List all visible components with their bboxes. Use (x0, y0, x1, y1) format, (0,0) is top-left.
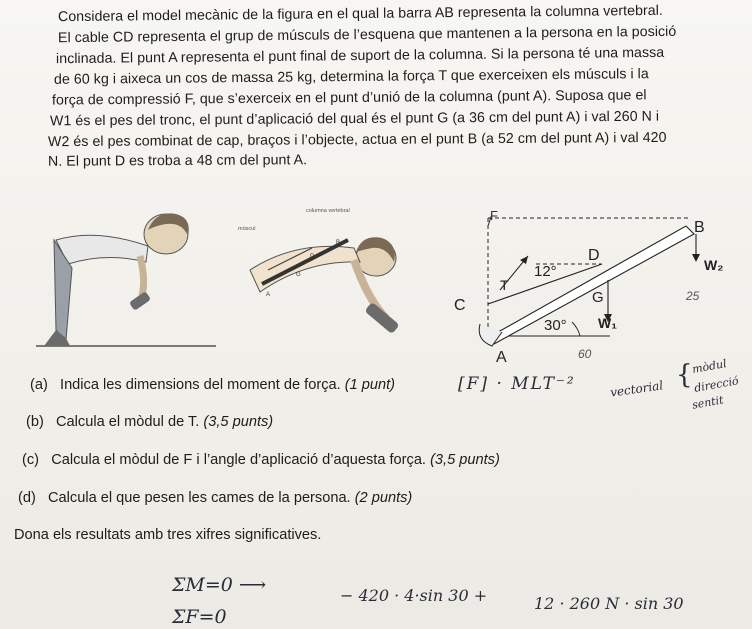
handwritten-brace-item: direcció (693, 374, 740, 395)
label-B: B (694, 219, 705, 236)
label-D: D (588, 247, 600, 264)
column-caption: columna vertebral (306, 208, 350, 214)
handwritten-eq1-rhs: − 420 · 4·sin 30 + (340, 586, 488, 605)
question-d-id: (d) (18, 490, 36, 506)
figure-mechanical-model (440, 200, 730, 368)
statement-line: W2 és el pes combinat de cap, braços i l’objecte, actua en el punt B (a 52 cm del punt A) i val 420 (47, 129, 667, 151)
label-F: F (490, 208, 498, 223)
question-a-points: (1 punt) (344, 377, 396, 393)
angle-30-label: 30° (544, 317, 567, 334)
figure-person-bending (36, 200, 226, 360)
label-T: T (500, 277, 509, 293)
handwritten-vectorial: vectorial (609, 378, 664, 400)
label-A: A (496, 349, 507, 366)
label-W2: W₂ (704, 257, 724, 273)
question-a (30, 377, 395, 393)
label-D-small: D (310, 254, 315, 260)
question-b-id: (b) (26, 414, 44, 430)
handwritten-60: 60 (578, 347, 592, 361)
label-G: G (592, 289, 604, 306)
label-W1: W₁ (598, 315, 618, 331)
instruction: Dona els resultats amb tres xifres significatives. (14, 527, 322, 543)
handwritten-25: 25 (686, 289, 700, 303)
figure-muscle-model (236, 200, 426, 360)
label-G-small: G (296, 272, 301, 278)
question-d (18, 490, 412, 506)
question-a-id: (a) (30, 377, 48, 393)
angle-12-label: 12° (534, 263, 557, 280)
muscle-caption: múscul (238, 226, 256, 232)
handwritten-brace: { (676, 360, 693, 390)
question-a-text: Indica les dimensions del moment de força. (60, 377, 341, 393)
label-C: C (454, 297, 466, 314)
question-b-points: (3,5 punts) (203, 414, 274, 430)
question-b (26, 414, 273, 430)
question-d-text: Calcula el que pesen les cames de la persona. (48, 490, 351, 506)
question-b-text: Calcula el mòdul de T. (56, 414, 200, 430)
statement-line: força de compressió F, que s’exerceix en el punt d’unió de la columna (punt A). Suposa que el (51, 87, 647, 109)
question-c (22, 452, 500, 468)
label-B-small: B (336, 240, 341, 246)
question-c-points: (3,5 punts) (430, 452, 500, 468)
handwritten-eq1: ΣM=0 ⟶ (172, 574, 267, 596)
label-A-small: A (266, 292, 271, 298)
handwritten-eq2: ΣF=0 (172, 606, 227, 628)
statement-line: de 60 kg i aixeca un cos de massa 25 kg, determina la força T que exerceixen els músculs i la (53, 66, 649, 88)
handwritten-eq1-rhs2: 12 · 260 N · sin 30 (534, 594, 684, 613)
question-d-points: (2 punts) (354, 490, 413, 506)
question-c-text: Calcula el mòdul de F i l’angle d’aplicació d’aquesta força. (51, 452, 426, 468)
statement-line: inclinada. El punt A representa el punt final de suport de la columna. Si la persona té una massa (55, 44, 665, 68)
handwritten-brace-item: sentit (691, 393, 725, 412)
statement-line: N. El punt D es troba a 48 cm del punt A. (47, 152, 308, 170)
handwritten-dimensions: [F] · MLT⁻² (458, 374, 576, 394)
statement-line: Considera el model mecànic de la figura en el qual la barra AB representa la columna vertebral. (57, 2, 663, 26)
statement-line: El cable CD representa el grup de músculs de l’esquena que mantenen a la persona en la posició (57, 23, 677, 47)
question-c-id: (c) (22, 452, 40, 468)
handwritten-brace-item: mòdul (691, 357, 728, 376)
statement-line: W1 és el pes del tronc, el punt d’aplicació del qual és el punt G (a 36 cm del punt A) i val 260 N i (49, 108, 660, 130)
